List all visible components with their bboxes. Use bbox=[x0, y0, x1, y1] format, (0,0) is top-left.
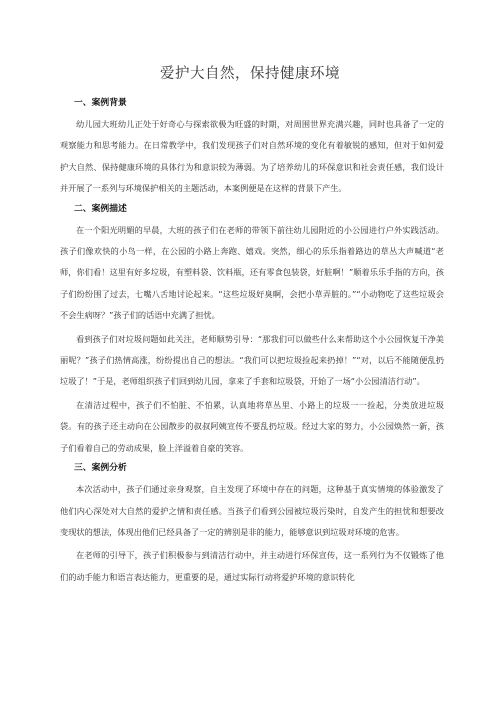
document-body bbox=[60, 96, 444, 590]
paragraph: 看到孩子们对垃圾问题如此关注，老师顺势引导：“那我们可以做些什么来帮助这个小公园恢复干净美丽呢？”孩子们热情高涨，纷纷提出自己的想法。“我们可以把垃圾捡起来扔掉！”“对，以后不能随便乱扔垃圾了！”于是，老师组织孩子们回到幼儿园，拿来了手套和垃圾袋，开始了一场“小公园清洁行动”。 bbox=[60, 333, 444, 387]
section-heading: 二、案例描述 bbox=[74, 203, 127, 214]
paragraph: 在清洁过程中，孩子们不怕脏、不怕累，认真地将草丛里、小路上的垃圾一一捡起，分类放进垃圾袋。有的孩子还主动向在公园散步的叔叔阿姨宣传不要乱扔垃圾。经过大家的努力，小公园焕然一新，孩子们看着自己的劳动成果，脸上洋溢着自豪的笑容。 bbox=[60, 399, 444, 453]
document-title: 爱护大自然，保持健康环境 bbox=[160, 66, 340, 82]
section-background bbox=[60, 96, 444, 200]
section-heading: 一、案例背景 bbox=[74, 98, 127, 108]
paragraph: 本次活动中，孩子们通过亲身观察，自主发现了环境中存在的问题，这种基于真实情境的体验激发了他们内心深处对大自然的爱护之情和责任感。当孩子们看到公园被垃圾污染时，自发产生的担忧和想要改变现状的想法，体现出他们已经具备了一定的辨别是非的能力，能够意识到垃圾对环境的危害。 bbox=[60, 484, 444, 537]
paragraph: 在老师的引导下，孩子们积极参与到清洁行动中，并主动进行环保宣传，这一系列行为不仅锻炼了他们的动手能力和语言表达能力，更重要的是，通过实际行动将爱护环境的意识转化 bbox=[60, 550, 444, 582]
paragraph: 在一个阳光明媚的早晨，大班的孩子们在老师的带领下前往幼儿园附近的小公园进行户外实践活动。孩子们像欢快的小鸟一样，在公园的小路上奔跑、嬉戏。突然，细心的乐乐指着路边的草丛大声喊道“老师，你们看！这里有好多垃圾，有塑料袋、饮料瓶，还有零食包装袋，好脏啊！”顺着乐乐手指的方向，孩子们纷纷围了过去，七嘴八舌地讨论起来。“这些垃圾好臭啊，会把小草弄脏的。”“小动物吃了这些垃圾会不会生病呀？”孩子们的话语中充满了担忧。 bbox=[60, 224, 444, 321]
section-analysis bbox=[60, 461, 444, 588]
paragraph: 幼儿园大班幼儿正处于好奇心与探索欲极为旺盛的时期，对周围世界充满兴趣，同时也具备了一定的观察能力和思考能力。在日常教学中，我们发现孩子们对自然环境的变化有着敏锐的感知，但对于如何爱护大自然、保持健康环境的具体行为和意识较为薄弱。为了培养幼儿的环保意识和社会责任感，我们设计并开展了一系列与环境保护相关的主题活动，本案例便是在这样的背景下产生。 bbox=[60, 119, 444, 194]
section-heading: 三、案例分析 bbox=[74, 463, 127, 474]
section-description bbox=[60, 202, 444, 459]
